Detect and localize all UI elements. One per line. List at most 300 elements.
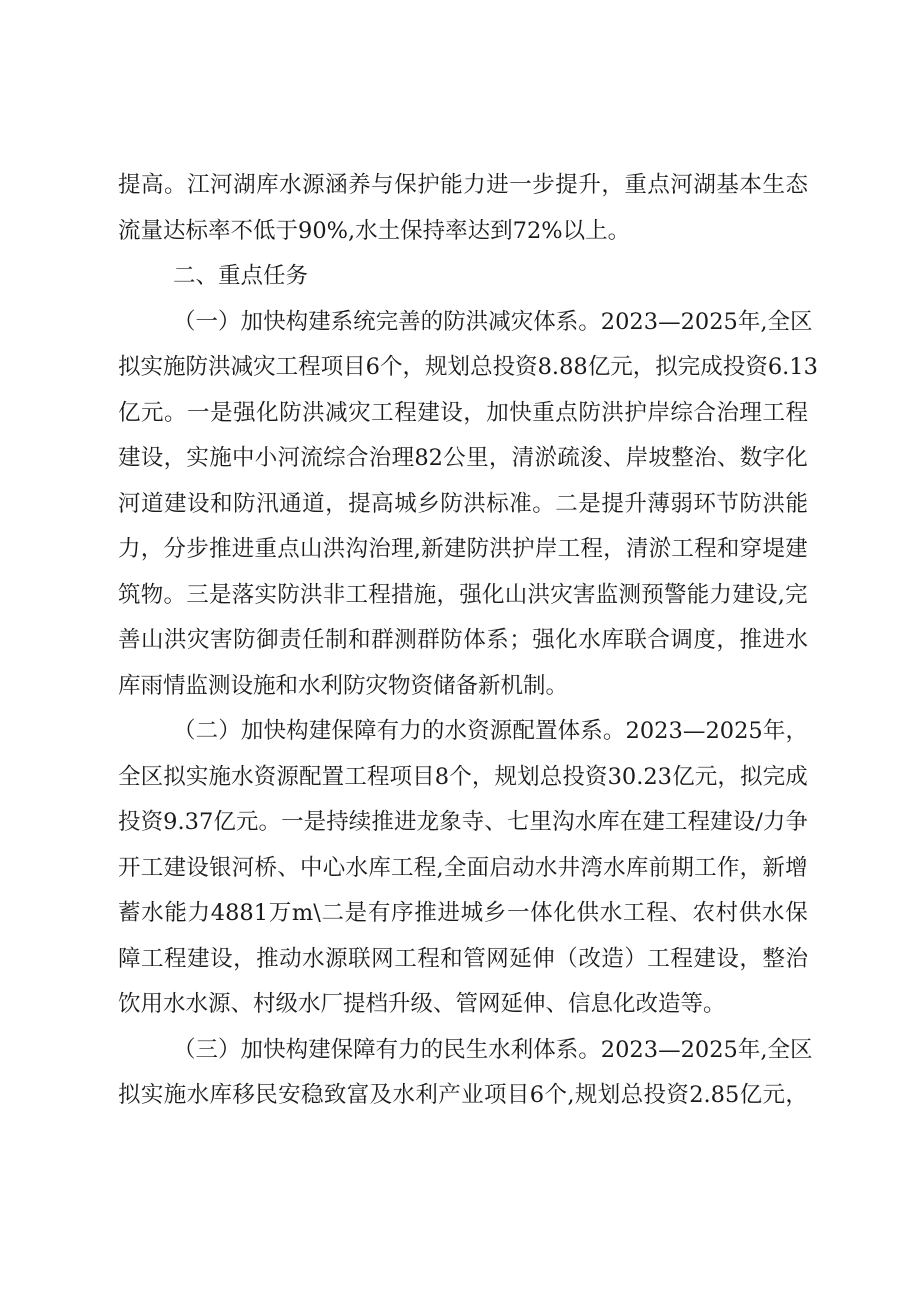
glyph-run: 步: [186, 536, 209, 562]
glyph-run: 小: [254, 445, 278, 471]
glyph-run: ，: [325, 490, 348, 517]
glyph-run: 水: [599, 900, 623, 926]
text-line: [118, 846, 808, 892]
glyph-run: 项: [484, 1082, 507, 1108]
glyph-run: 体: [463, 627, 486, 653]
text-line: 库雨情监测设施和水利防灾物资储备新机制。: [118, 672, 569, 699]
glyph-run: 有: [376, 718, 400, 744]
text-line: [118, 891, 808, 937]
glyph-run: 岸: [534, 536, 558, 562]
glyph-run: /: [755, 809, 763, 835]
glyph-run: 建: [443, 536, 467, 562]
glyph-run: ）: [218, 1036, 241, 1063]
glyph-run: 实: [185, 763, 209, 790]
glyph-run: 洪: [465, 308, 489, 335]
glyph-run: 建: [417, 399, 440, 426]
glyph-run: 重: [532, 399, 555, 426]
glyph-run: 规: [425, 354, 448, 380]
glyph-run: 清: [511, 445, 535, 471]
glyph-run: 减: [488, 308, 511, 335]
glyph-run: 三: [186, 581, 209, 608]
text-line: [118, 755, 808, 801]
glyph-run: ；: [509, 627, 532, 653]
glyph-run: 水: [762, 900, 785, 926]
glyph-run: 拟: [739, 763, 763, 790]
glyph-run: 推: [739, 627, 762, 653]
glyph-run: 升: [578, 172, 601, 198]
glyph-run: ,: [567, 1082, 575, 1108]
text-line: [118, 345, 818, 391]
glyph-run: 元: [762, 1082, 786, 1108]
glyph-run: 置: [535, 718, 558, 744]
glyph-run: 实: [140, 1082, 164, 1108]
glyph-run: 库: [368, 854, 391, 881]
glyph-run: 加: [240, 308, 264, 335]
text-line: [118, 391, 808, 437]
glyph-run: 护: [624, 399, 647, 426]
glyph-run: 的: [420, 308, 444, 335]
glyph-run: 投: [643, 1082, 666, 1108]
glyph-run: 2023: [600, 308, 659, 335]
glyph-run: 灾: [187, 627, 210, 653]
glyph-run: 新: [421, 536, 444, 562]
glyph-run: 提: [348, 490, 371, 517]
glyph-run: 水: [785, 627, 808, 653]
paragraph-first-line: [118, 300, 813, 346]
glyph-run: 化: [482, 581, 505, 608]
glyph-run: 施: [163, 354, 186, 380]
glyph-run: 防: [440, 490, 463, 517]
glyph-run: 城: [394, 490, 417, 517]
glyph-run: 项: [320, 354, 344, 380]
glyph-run: 资: [745, 354, 768, 380]
glyph-run: 御: [256, 627, 279, 653]
glyph-run: 态: [785, 172, 808, 198]
glyph-run: 完: [785, 581, 808, 608]
glyph-run: 合: [345, 445, 369, 471]
glyph-run: 二: [321, 900, 344, 926]
glyph-run: 是: [344, 900, 368, 926]
glyph-run: 投: [118, 809, 141, 835]
glyph-run: 移: [232, 1082, 255, 1108]
glyph-run: 力: [762, 809, 786, 835]
text-line: [118, 163, 808, 209]
glyph-run: 善: [118, 627, 141, 653]
glyph-run: 工: [664, 809, 688, 835]
glyph-run: 善: [398, 308, 421, 335]
glyph-run: 能: [785, 490, 808, 517]
glyph-run: 保: [785, 900, 808, 926]
glyph-run: 资: [253, 763, 277, 790]
glyph-run: 实: [254, 581, 278, 608]
glyph-run: 能: [686, 581, 710, 608]
text-line: [118, 937, 808, 983]
glyph-run: 建: [785, 536, 808, 562]
glyph-run: ，: [163, 445, 187, 471]
glyph-run: 水: [603, 854, 626, 881]
glyph-run: 中: [231, 445, 255, 471]
glyph-run: 资: [140, 809, 164, 835]
text-line: [118, 573, 808, 619]
glyph-run: 施: [413, 581, 437, 608]
glyph-run: 。: [258, 809, 281, 835]
glyph-run: 环: [693, 490, 716, 517]
glyph-run: ，: [140, 536, 164, 562]
glyph-run: 动: [279, 945, 302, 972]
glyph-run: 工: [371, 399, 394, 426]
glyph-run: 年: [737, 1036, 761, 1063]
glyph-run: 力: [187, 900, 211, 926]
glyph-run: 工: [622, 900, 646, 926]
glyph-run: 建: [732, 581, 755, 608]
glyph-run: 设: [210, 945, 233, 972]
glyph-run: ，: [716, 627, 739, 653]
glyph-run: 化: [555, 627, 578, 653]
glyph-run: 道: [302, 490, 325, 517]
glyph-run: 富: [346, 1082, 370, 1108]
glyph-run: 里: [529, 809, 552, 835]
glyph-run: 规: [574, 1082, 598, 1108]
glyph-run: 全: [767, 308, 791, 335]
glyph-run: 分: [163, 536, 187, 562]
glyph-run: 基: [716, 172, 739, 198]
text-line: [118, 482, 808, 528]
glyph-run: 护: [417, 172, 440, 198]
glyph-run: 工: [141, 945, 164, 972]
glyph-run: ,: [436, 854, 444, 881]
glyph-run: 水: [578, 627, 601, 653]
glyph-run: 构: [285, 308, 309, 335]
glyph-run: 汛: [256, 490, 279, 517]
glyph-run: 配: [299, 763, 322, 790]
glyph-run: 完: [677, 354, 701, 380]
glyph-run: 动: [512, 854, 535, 881]
glyph-run: 年: [737, 308, 761, 335]
glyph-run: 乡: [483, 900, 507, 926]
glyph-run: 建: [164, 490, 187, 517]
glyph-run: 综: [670, 399, 693, 426]
glyph-run: 进: [437, 900, 460, 926]
glyph-run: 测: [618, 581, 642, 608]
glyph-run: 薄: [647, 490, 670, 517]
glyph-run: 启: [489, 854, 512, 881]
glyph-run: 点: [555, 399, 578, 426]
glyph-run: 系: [330, 308, 354, 335]
glyph-run: ）: [624, 945, 647, 972]
glyph-run: 、: [602, 445, 626, 471]
glyph-run: 总: [539, 763, 563, 790]
glyph-run: 体: [557, 718, 581, 744]
glyph-run: 测: [394, 627, 417, 653]
glyph-run: 投: [492, 354, 516, 380]
glyph-run: 目: [343, 354, 366, 380]
glyph-run: 建: [710, 809, 733, 835]
glyph-run: ,: [760, 308, 768, 335]
glyph-run: 万: [268, 900, 292, 926]
glyph-run: 工: [345, 581, 369, 608]
glyph-run: 划: [517, 763, 540, 790]
glyph-run: 和: [716, 536, 740, 562]
glyph-run: 9.37: [163, 809, 214, 835]
glyph-run: 弱: [670, 490, 693, 517]
glyph-run: 程: [164, 945, 187, 972]
glyph-run: 建: [187, 945, 210, 972]
glyph-run: 建: [118, 445, 141, 471]
glyph-run: ）: [218, 308, 241, 335]
glyph-run: 道: [141, 490, 164, 517]
glyph-run: 规: [494, 763, 517, 790]
text-line: [118, 618, 808, 664]
glyph-run: 害: [573, 581, 596, 608]
glyph-run: 非: [322, 581, 346, 608]
glyph-run: 和: [348, 627, 371, 653]
glyph-run: 洪: [463, 490, 486, 517]
glyph-run: ,: [413, 536, 421, 562]
glyph-run: 推: [371, 809, 394, 835]
glyph-run: 设: [186, 854, 209, 881]
glyph-run: 提: [118, 172, 141, 198]
glyph-run: 。: [164, 399, 187, 426]
glyph-run: 2.85: [689, 1082, 740, 1108]
glyph-run: 构: [285, 1036, 309, 1063]
glyph-run: 整: [762, 945, 785, 972]
glyph-run: 体: [533, 308, 556, 335]
glyph-run: 供: [738, 900, 762, 926]
glyph-run: 推: [414, 900, 437, 926]
glyph-run: 农: [692, 900, 715, 926]
glyph-run: 高: [371, 490, 394, 517]
glyph-run: 源: [325, 945, 348, 972]
text-line: 流量达标率不低于90%,水土保持率达到72%以上。: [118, 217, 631, 244]
glyph-run: 一: [187, 399, 210, 426]
glyph-run: 障: [354, 718, 377, 744]
glyph-run: 区: [140, 763, 164, 790]
glyph-run: 程: [417, 945, 440, 972]
glyph-run: 力: [399, 718, 422, 744]
glyph-run: 8.88: [537, 354, 588, 380]
glyph-run: 一: [506, 900, 530, 926]
glyph-run: 全: [767, 1036, 791, 1063]
glyph-run: ，: [402, 354, 426, 380]
glyph-run: ，: [785, 718, 808, 744]
glyph-run: 城: [460, 900, 484, 926]
glyph-run: 蓄: [118, 900, 141, 926]
glyph-run: 堤: [762, 536, 785, 562]
glyph-run: 灾: [510, 308, 534, 335]
glyph-run: —: [658, 1036, 681, 1063]
glyph-run: 投: [722, 354, 746, 380]
glyph-run: 防: [578, 399, 601, 426]
glyph-run: 工: [140, 854, 164, 881]
glyph-run: 能: [440, 172, 463, 198]
glyph-run: 治: [694, 445, 717, 471]
glyph-run: 年: [762, 718, 786, 744]
glyph-run: 筑: [118, 581, 141, 608]
glyph-run: 山: [504, 581, 528, 608]
glyph-run: 伸: [532, 945, 555, 972]
glyph-run: 程: [694, 536, 717, 562]
text-line: [118, 1073, 808, 1119]
glyph-run: 合: [647, 627, 670, 653]
glyph-run: 准: [509, 490, 532, 517]
glyph-run: 二: [555, 490, 578, 517]
glyph-run: ，: [488, 445, 512, 471]
glyph-run: 6.13: [767, 354, 818, 380]
glyph-run: 成: [785, 763, 808, 790]
glyph-run: 涵: [325, 172, 348, 198]
glyph-run: 设: [140, 445, 164, 471]
glyph-run: 点: [647, 172, 670, 198]
glyph-run: 河: [210, 172, 233, 198]
glyph-run: 强: [459, 581, 482, 608]
glyph-run: 施: [209, 445, 232, 471]
glyph-run: 公: [443, 445, 466, 471]
glyph-run: 设: [440, 399, 463, 426]
glyph-run: 井: [557, 854, 581, 881]
glyph-run: 化: [553, 900, 576, 926]
glyph-run: 力: [398, 1036, 421, 1063]
glyph-run: 实: [186, 445, 209, 471]
glyph-run: 湾: [580, 854, 603, 881]
glyph-run: 岸: [625, 445, 649, 471]
glyph-run: 治: [785, 945, 808, 972]
glyph-run: 和: [210, 490, 233, 517]
glyph-run: 资: [515, 354, 538, 380]
glyph-run: 工: [275, 354, 299, 380]
glyph-run: 推: [209, 536, 232, 562]
glyph-run: 和: [440, 945, 463, 972]
glyph-run: 。: [163, 581, 187, 608]
glyph-run: 亿: [739, 1082, 763, 1108]
glyph-run: 养: [348, 172, 371, 198]
glyph-run: 节: [716, 490, 739, 517]
glyph-run: 二: [195, 718, 219, 744]
glyph-run: 浚: [580, 445, 603, 471]
glyph-run: 总: [470, 354, 493, 380]
glyph-run: 保: [330, 1036, 354, 1063]
glyph-run: 、: [277, 854, 300, 881]
glyph-run: 水: [534, 854, 558, 881]
glyph-run: 设: [755, 581, 778, 608]
glyph-run: 障: [118, 945, 141, 972]
glyph-run: 监: [595, 581, 619, 608]
glyph-run: 亿: [587, 354, 611, 380]
glyph-run: 水: [392, 1082, 416, 1108]
glyph-run: 期: [671, 854, 694, 881]
glyph-run: ，: [603, 536, 626, 562]
glyph-run: 是: [210, 399, 233, 426]
glyph-run: 提: [601, 490, 624, 517]
glyph-run: 8: [434, 763, 450, 790]
glyph-run: 2023: [625, 718, 683, 744]
glyph-run: 理: [391, 445, 415, 471]
glyph-run: 快: [263, 718, 287, 744]
glyph-run: 体: [533, 1036, 556, 1063]
glyph-run: 洪: [164, 627, 187, 653]
glyph-run: ）: [218, 718, 241, 744]
glyph-run: 本: [739, 172, 762, 198]
glyph-run: 灾: [348, 399, 371, 426]
glyph-run: 、: [669, 900, 692, 926]
glyph-run: 防: [279, 399, 302, 426]
glyph-run: 2023: [600, 1036, 659, 1063]
text-line: 饮用水水源、村级水厂提档升级、管网延伸、信息化改造等。: [118, 991, 726, 1017]
glyph-run: 2025: [705, 718, 763, 744]
glyph-run: 产: [438, 1082, 461, 1108]
glyph-run: ，: [739, 854, 763, 881]
glyph-run: 加: [240, 1036, 264, 1063]
glyph-run: ，: [601, 172, 624, 198]
glyph-run: 预: [641, 581, 664, 608]
glyph-run: 网: [371, 945, 394, 972]
glyph-run: （: [555, 945, 578, 972]
glyph-run: 构: [286, 718, 309, 744]
glyph-run: 警: [664, 581, 687, 608]
glyph-run: 岸: [647, 399, 670, 426]
glyph-run: ，: [785, 1082, 808, 1108]
glyph-run: 元: [610, 354, 633, 380]
glyph-run: 进: [486, 172, 509, 198]
glyph-run: 防: [440, 627, 463, 653]
glyph-run: 水: [186, 1082, 210, 1108]
glyph-run: 洪: [489, 536, 512, 562]
glyph-run: 元: [694, 763, 718, 790]
glyph-run: 源: [302, 172, 325, 198]
glyph-run: 延: [509, 945, 532, 972]
glyph-run: 步: [532, 172, 555, 198]
glyph-run: 持: [326, 809, 349, 835]
glyph-run: 建: [642, 809, 665, 835]
glyph-run: 设: [732, 809, 756, 835]
glyph-run: 工: [762, 399, 785, 426]
glyph-run: 及: [369, 1082, 393, 1108]
glyph-run: 亿: [213, 809, 236, 835]
glyph-run: 增: [785, 854, 808, 881]
glyph-run: 库: [209, 1082, 233, 1108]
glyph-run: 一: [509, 172, 532, 198]
glyph-run: 制: [325, 627, 348, 653]
glyph-run: 区: [790, 1036, 813, 1063]
glyph-run: 成: [700, 354, 723, 380]
glyph-run: 目: [506, 1082, 530, 1108]
glyph-run: 力: [709, 581, 733, 608]
glyph-run: 沟: [345, 536, 369, 562]
glyph-run: 联: [624, 627, 647, 653]
glyph-run: 进: [231, 536, 255, 562]
glyph-run: 改: [578, 945, 601, 972]
glyph-run: 快: [263, 1036, 286, 1063]
glyph-run: 程: [785, 399, 808, 426]
glyph-run: 亿: [118, 399, 141, 426]
glyph-run: 七: [506, 809, 530, 835]
glyph-run: 是: [303, 809, 327, 835]
glyph-run: 寺: [461, 809, 485, 835]
glyph-run: 水: [488, 1036, 511, 1063]
glyph-run: 调: [670, 627, 693, 653]
glyph-run: 防: [233, 627, 256, 653]
glyph-run: 民: [255, 1082, 278, 1108]
glyph-run: 水: [279, 172, 302, 198]
glyph-run: 开: [118, 854, 141, 881]
glyph-run: 6: [529, 1082, 545, 1108]
glyph-run: 程: [687, 809, 710, 835]
glyph-run: 度: [693, 627, 716, 653]
glyph-run: 象: [439, 809, 462, 835]
glyph-run: 强: [233, 399, 256, 426]
glyph-run: 湖: [693, 172, 716, 198]
glyph-run: 数: [739, 445, 763, 471]
glyph-run: 系: [486, 627, 509, 653]
